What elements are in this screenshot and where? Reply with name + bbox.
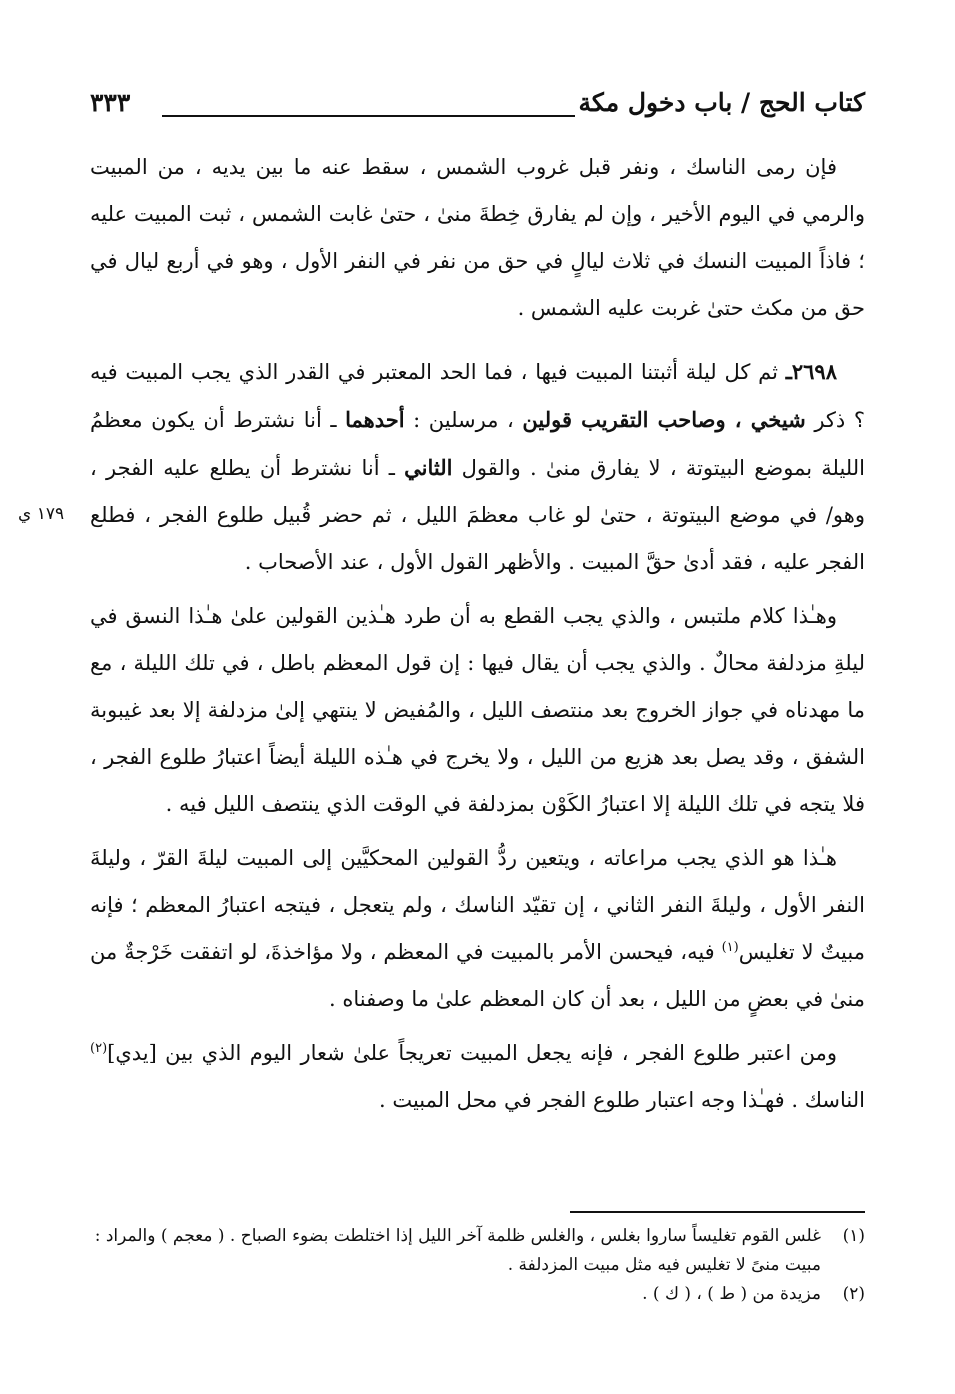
footnote-separator: [570, 1211, 865, 1213]
paragraph-1: فإن رمى الناسك ، ونفر قبل غروب الشمس ، سقط عنه ما بين يديه ، من المبيت والرمي في اليوم الأخير ، وإن لم يفارق خِطةَ منىٰ ، حتىٰ غابت الشمس ، ثبت المبيت عليه ؛ فاذاً المبيت النسك في ثلاث ليالٍ في حق من نفر في النفر الأول ، وهو في أربع ليال في حق من مكث حتىٰ غربت عليه الشمس .: [90, 155, 865, 320]
paragraph-2-text-1: ثم كل ليلة أثبتنا المبيت فيها ، فما الحد المعتبر في القدر الذي يجب المبيت فيه ؟ ذكر: [90, 360, 865, 432]
paragraph-5: [90, 1030, 865, 1124]
footnote-number: (١): [842, 1226, 865, 1246]
paragraph-4-text-1: هـٰذا هو الذي يجب مراعاته ، ويتعين ردُّ القولين المحكيَّين إلى المبيت ليلةَ القرّ ، وليلةَ النفر الأول ، وليلةَ النفر الثاني ، إن تقيّد الناسك ، ولم يتعجل ، فيتجه اعتبارُ المعظم ؛ فإنه مبيتٌ لا تغليس: [90, 846, 865, 964]
paragraph-2-bold-3: الثاني: [404, 455, 453, 480]
footnotes: [90, 1222, 865, 1309]
paragraph-2-text-3: ـ أنا نشترط أن يكون معظمُ الليلة بموضع البيتوتة ، لا يفارق منىٰ . والقول: [90, 408, 865, 480]
paragraph-2-bold-1: شيخي ، وصاحب التقريب قولين: [522, 407, 806, 432]
footnote-text: مزيدة من ( ط ) ، ( ك ) .: [642, 1284, 821, 1304]
footnote-1: [90, 1222, 865, 1280]
paragraph-2-text-2: ، مرسلين :: [404, 408, 523, 432]
running-header: [90, 88, 865, 128]
paragraph-2: [90, 348, 865, 586]
chapter-title: كتاب الحج / باب دخول مكة: [578, 88, 865, 117]
paragraph-4: [90, 835, 865, 1023]
margin-note: ١٧٩ ي: [18, 504, 65, 524]
footnote-2: [90, 1280, 865, 1309]
footnote-number: (٢): [842, 1284, 865, 1304]
paragraph-2-bold-2: أحدهما: [345, 407, 405, 432]
footnote-ref-1[interactable]: (١): [721, 940, 739, 955]
footnote-text: غلس القوم تغليساً ساروا بغلس ، والغلس ظلمة آخر الليل إذا اختلطت بضوء الصباح . ( معجم ) والمراد : مبيت منىً لا تغليس فيه مثل مبيت المزدلفة .: [94, 1226, 821, 1275]
paragraph-5-text-1: ومن اعتبر طلوع الفجر ، فإنه يجعل المبيت تعريجاً علىٰ شعار اليوم الذي بين [يدي]: [107, 1041, 837, 1065]
page-number: ٣٣٣: [90, 88, 131, 117]
paragraph-2-text-4: ـ أنا نشترط أن يطلع عليه الفجر ، وهو/ في موضع البيتوتة ، حتىٰ لو غاب معظمَ الليل ، ثم حضر قُبيل طلوع الفجر ، فطلع الفجر عليه ، فقد أدىٰ حقَّ المبيت . والأظهر القول الأول ، عند الأصحاب .: [90, 456, 865, 574]
paragraph-5-text-2: الناسك . فهـٰذا وجه اعتبار طلوع الفجر في محل المبيت .: [378, 1088, 865, 1112]
paragraph-number: ٢٦٩٨ـ: [785, 359, 837, 384]
footnote-ref-2[interactable]: (٢): [90, 1041, 108, 1056]
paragraph-3: وهـٰذا كلام ملتبس ، والذي يجب القطع به أن طرد هـٰذين القولين علىٰ هـٰذا النسق في ليلةِ مزدلفة محالٌ . والذي يجب أن يقال فيها : إن قول المعظم باطل ، في تلك الليلة ، مع ما مهدناه في جواز الخروج بعد منتصف الليل ، والمُفيض لا ينتهي إلىٰ مزدلفة إلا بعد غيبوبة الشفق ، وقد يصل بعد هزيع من الليل ، ولا يخرج في هـٰذه الليلة أيضاً اعتبارُ طلوع الفجر ، فلا يتجه في تلك الليلة إلا اعتبارُ الكَوْن بمزدلفة في الوقت الذي ينتصف الليل فيه .: [90, 604, 865, 816]
header-rule: [162, 115, 575, 117]
paragraph-4-text-2: فيه، فيحسن الأمر بالمبيت في المعظم ، ولا مؤاخذةَ، لو اتفقت خَرْجةٌ من منىٰ في بعضٍ من الليل ، بعد أن كان المعظم علىٰ ما وصفناه .: [90, 940, 865, 1011]
main-text: [90, 144, 865, 1131]
